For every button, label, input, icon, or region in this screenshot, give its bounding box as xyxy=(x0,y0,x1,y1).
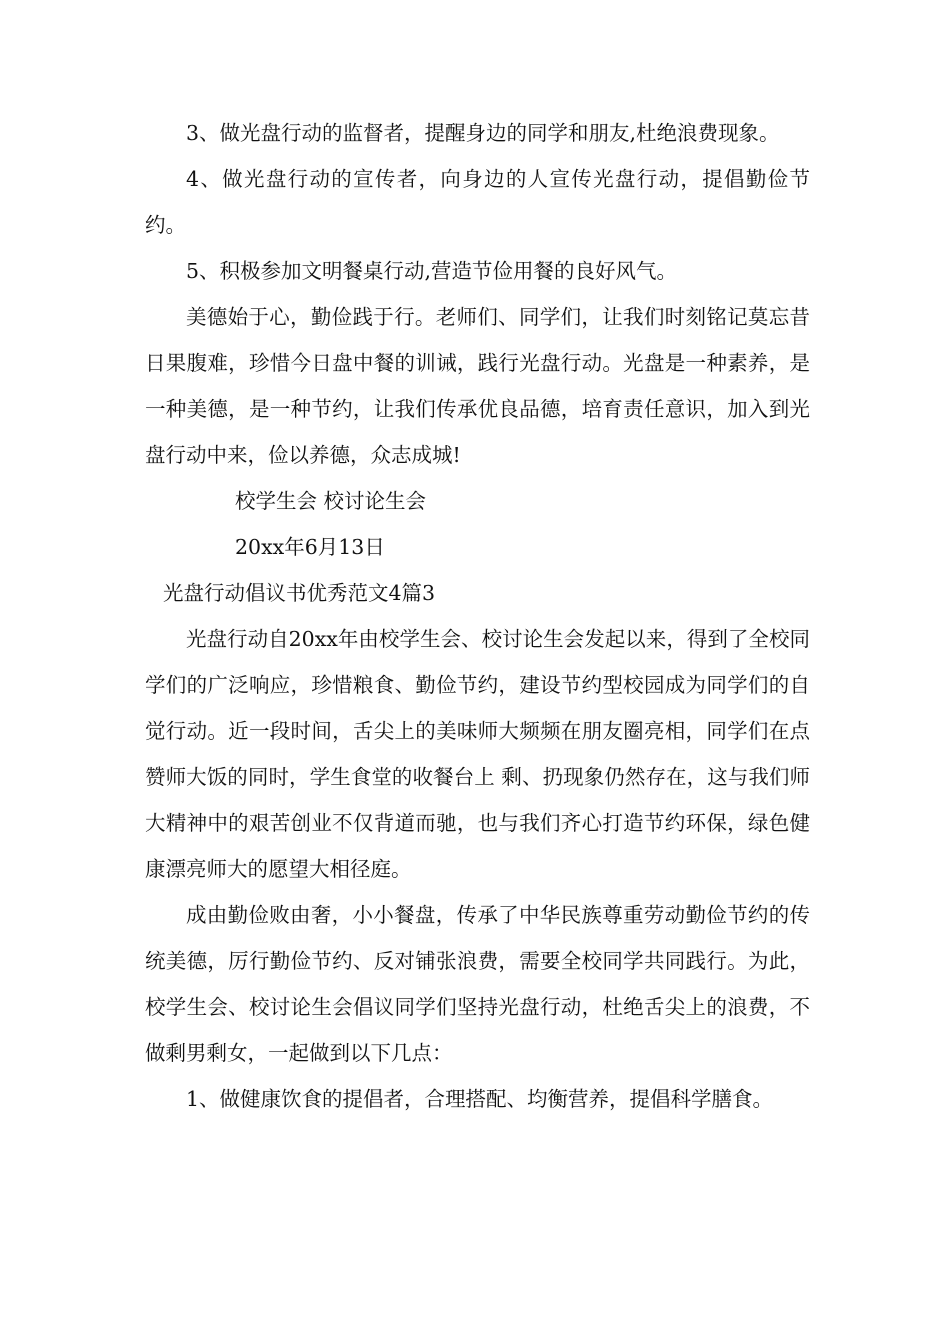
signature-date: 20xx年6月13日 xyxy=(235,535,385,559)
signature-organization: 校学生会 校讨论生会 xyxy=(235,489,427,513)
paragraph-item-1: 1、做健康饮食的提倡者，合理搭配、均衡营养，提倡科学膳食。 xyxy=(186,1087,774,1111)
paragraph-proposal: 成由勤俭败由奢，小小餐盘，传承了中华民族尊重劳动勤俭节约的传统美德，厉行勤俭节约、反对铺张浪费，需要全校同学共同践行。为此，校学生会、校讨论生会倡议同学们坚持光盘行动，杜绝舌尖上的浪费，不做剩男剩女，一起做到以下几点： xyxy=(145,903,810,1065)
paragraph-item-4: 4、做光盘行动的宣传者，向身边的人宣传光盘行动，提倡勤俭节约。 xyxy=(145,167,810,237)
paragraph-item-5: 5、积极参加文明餐桌行动,营造节俭用餐的良好风气。 xyxy=(186,259,678,283)
paragraph-item-3: 3、做光盘行动的监督者，提醒身边的同学和朋友,杜绝浪费现象。 xyxy=(186,121,780,145)
document-page xyxy=(145,110,810,1122)
paragraph-intro: 光盘行动自20xx年由校学生会、校讨论生会发起以来，得到了全校同学们的广泛响应，珍惜粮食、勤俭节约，建设节约型校园成为同学们的自觉行动。近一段时间，舌尖上的美味师大频频在朋友圈亮相，同学们在点赞师大饭的同时，学生食堂的收餐台上 剩、扔现象仍然存在，这与我们师大精神中的艰苦创业不仅背道而驰，也与我们齐心打造节约环保，绿色健康漂亮师大的愿望大相径庭。 xyxy=(145,627,810,881)
section-heading: 光盘行动倡议书优秀范文4篇3 xyxy=(163,581,436,605)
paragraph-closing: 美德始于心，勤俭践于行。老师们、同学们，让我们时刻铭记莫忘昔日果腹难，珍惜今日盘中餐的训诫，践行光盘行动。光盘是一种素养，是一种美德，是一种节约，让我们传承优良品德，培育责任意识，加入到光盘行动中来，俭以养德，众志成城! xyxy=(145,305,810,467)
